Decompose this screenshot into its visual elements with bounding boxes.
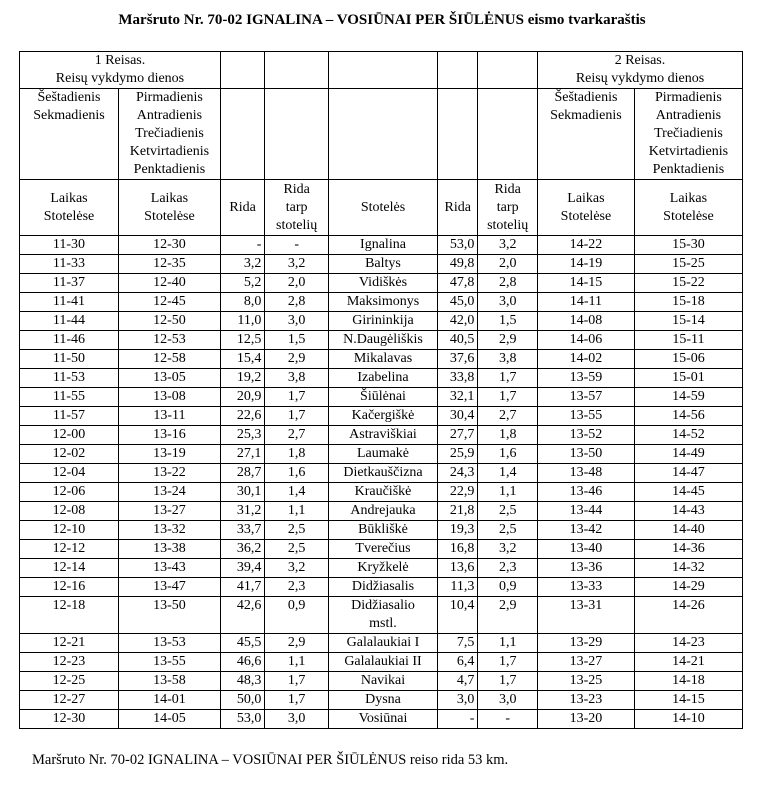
stop-name: Maksimonys — [328, 293, 437, 312]
trip2-weekday-time: 15-25 — [634, 255, 742, 274]
trip1-weekend-time: 11-44 — [20, 312, 119, 331]
table-row — [20, 407, 743, 426]
distance-cell: 33,8 — [438, 369, 478, 388]
trip2-weekday-time: 15-30 — [634, 236, 742, 255]
trip1-weekend-time: 11-33 — [20, 255, 119, 274]
empty-cell — [328, 89, 437, 180]
distance-cell: 25,9 — [438, 445, 478, 464]
table-row — [20, 634, 743, 653]
distance-cell: - — [220, 236, 264, 255]
distance-cell: 4,7 — [438, 672, 478, 691]
distance-cell: - — [438, 710, 478, 729]
distance-between-cell: 3,8 — [265, 369, 329, 388]
trip2-weekday-time: 15-06 — [634, 350, 742, 369]
empty-cell — [438, 52, 478, 89]
trip1-weekend-time: 12-21 — [20, 634, 119, 653]
trip1-weekend-time: 12-25 — [20, 672, 119, 691]
trip1-weekday-time: 12-35 — [118, 255, 220, 274]
trip1-weekday-time: 13-58 — [118, 672, 220, 691]
table-row — [20, 483, 743, 502]
distance-cell: 32,1 — [438, 388, 478, 407]
trip1-weekday-time: 13-55 — [118, 653, 220, 672]
table-row — [20, 653, 743, 672]
trip1-weekend-time: 11-50 — [20, 350, 119, 369]
trip2-weekday-time: 14-29 — [634, 578, 742, 597]
distance-between-cell: 1,6 — [265, 464, 329, 483]
trip2-weekend-time: 14-19 — [537, 255, 634, 274]
trip2-weekend-time: 13-25 — [537, 672, 634, 691]
table-row — [20, 312, 743, 331]
distance-cell: 13,6 — [438, 559, 478, 578]
distance-cell: 21,8 — [438, 502, 478, 521]
distance-between-cell: 2,9 — [265, 350, 329, 369]
stop-name: Andrejauka — [328, 502, 437, 521]
trip1-weekday-time: 13-50 — [118, 597, 220, 634]
distance-between-cell: 1,7 — [478, 672, 538, 691]
stop-name: Laumakė — [328, 445, 437, 464]
col-header-distance-between: Rida tarp stotelių — [265, 180, 329, 236]
stop-name: Ignalina — [328, 236, 437, 255]
distance-between-cell: 3,2 — [478, 236, 538, 255]
trip1-weekday-time: 12-53 — [118, 331, 220, 350]
trip1-weekday-time: 12-50 — [118, 312, 220, 331]
distance-between-cell: 2,8 — [478, 274, 538, 293]
table-row — [20, 464, 743, 483]
trip1-weekday-time: 13-38 — [118, 540, 220, 559]
distance-between-cell: - — [478, 710, 538, 729]
trip2-weekend-time: 13-59 — [537, 369, 634, 388]
distance-between-cell: 2,3 — [265, 578, 329, 597]
empty-cell — [328, 52, 437, 89]
distance-cell: 40,5 — [438, 331, 478, 350]
distance-cell: 41,7 — [220, 578, 264, 597]
trip1-weekend-time: 12-27 — [20, 691, 119, 710]
empty-cell — [478, 52, 538, 89]
empty-cell — [265, 89, 329, 180]
trip2-weekday-time: 14-47 — [634, 464, 742, 483]
col-header-time: Laikas Stotelėse — [537, 180, 634, 236]
distance-cell: 22,9 — [438, 483, 478, 502]
distance-cell: 30,4 — [438, 407, 478, 426]
stop-name: Dietkauščizna — [328, 464, 437, 483]
trip1-weekday-time: 14-01 — [118, 691, 220, 710]
trip1-weekend-time: 12-02 — [20, 445, 119, 464]
trip1-weekend-time: 12-06 — [20, 483, 119, 502]
trip2-weekday-time: 14-40 — [634, 521, 742, 540]
trip2-weekday-time: 14-36 — [634, 540, 742, 559]
trip2-weekday-time: 15-01 — [634, 369, 742, 388]
trip1-weekend-time: 12-00 — [20, 426, 119, 445]
trip2-weekday-time: 14-23 — [634, 634, 742, 653]
table-row — [20, 540, 743, 559]
table-row — [20, 274, 743, 293]
table-row — [20, 710, 743, 729]
distance-between-cell: 2,7 — [265, 426, 329, 445]
trip2-weekend-time: 14-15 — [537, 274, 634, 293]
trip2-weekend-time: 13-55 — [537, 407, 634, 426]
trip2-weekday-time: 15-22 — [634, 274, 742, 293]
distance-cell: 53,0 — [438, 236, 478, 255]
empty-cell — [265, 52, 329, 89]
distance-between-cell: 1,4 — [478, 464, 538, 483]
trip1-weekend-time: 11-46 — [20, 331, 119, 350]
distance-between-cell: 2,5 — [478, 502, 538, 521]
stop-name: Dysna — [328, 691, 437, 710]
trip2-weekday-time: 14-10 — [634, 710, 742, 729]
distance-cell: 42,0 — [438, 312, 478, 331]
stop-name: Didžiasalis — [328, 578, 437, 597]
trip1-weekend-days: Šeštadienis Sekmadienis — [20, 89, 119, 180]
trip2-weekend-time: 13-52 — [537, 426, 634, 445]
distance-cell: 8,0 — [220, 293, 264, 312]
trip2-weekend-time: 13-36 — [537, 559, 634, 578]
stop-name: Vidiškės — [328, 274, 437, 293]
distance-cell: 27,1 — [220, 445, 264, 464]
trip2-weekday-time: 14-52 — [634, 426, 742, 445]
trip2-weekend-time: 14-11 — [537, 293, 634, 312]
trip2-weekend-time: 13-48 — [537, 464, 634, 483]
col-header-distance: Rida — [438, 180, 478, 236]
trip1-weekend-time: 12-23 — [20, 653, 119, 672]
page-title: Maršruto Nr. 70-02 IGNALINA – VOSIŪNAI PER ŠIŪLĖNUS eismo tvarkaraštis — [118, 12, 646, 28]
distance-cell: 22,6 — [220, 407, 264, 426]
distance-cell: 36,2 — [220, 540, 264, 559]
trip1-weekend-time: 11-41 — [20, 293, 119, 312]
table-row — [20, 369, 743, 388]
header-days-row — [20, 89, 743, 180]
col-header-time: Laikas Stotelėse — [118, 180, 220, 236]
trip2-weekend-time: 14-08 — [537, 312, 634, 331]
trip1-weekend-time: 11-55 — [20, 388, 119, 407]
distance-between-cell: 1,6 — [478, 445, 538, 464]
distance-between-cell: 3,2 — [265, 559, 329, 578]
table-row — [20, 255, 743, 274]
stop-name: Kryžkelė — [328, 559, 437, 578]
trip2-weekday-time: 15-14 — [634, 312, 742, 331]
trip1-weekday-time: 13-16 — [118, 426, 220, 445]
table-row — [20, 426, 743, 445]
table-row — [20, 388, 743, 407]
distance-between-cell: 1,5 — [478, 312, 538, 331]
table-row — [20, 521, 743, 540]
trip1-weekday-time: 12-40 — [118, 274, 220, 293]
distance-between-cell: 2,8 — [265, 293, 329, 312]
trip1-weekend-time: 11-30 — [20, 236, 119, 255]
table-row — [20, 502, 743, 521]
trip1-weekday-time: 12-30 — [118, 236, 220, 255]
distance-cell: 15,4 — [220, 350, 264, 369]
stop-name: Astraviškiai — [328, 426, 437, 445]
trip1-weekday-time: 13-32 — [118, 521, 220, 540]
distance-cell: 28,7 — [220, 464, 264, 483]
distance-cell: 53,0 — [220, 710, 264, 729]
distance-between-cell: 2,0 — [265, 274, 329, 293]
trip1-weekend-time: 11-53 — [20, 369, 119, 388]
trip1-weekday-time: 12-58 — [118, 350, 220, 369]
stop-name: Girininkija — [328, 312, 437, 331]
trip2-weekend-days: Šeštadienis Sekmadienis — [537, 89, 634, 180]
trip2-weekend-time: 13-23 — [537, 691, 634, 710]
trip2-weekday-time: 14-32 — [634, 559, 742, 578]
distance-between-cell: 1,1 — [265, 502, 329, 521]
trip1-weekend-time: 12-16 — [20, 578, 119, 597]
distance-between-cell: 0,9 — [478, 578, 538, 597]
distance-cell: 31,2 — [220, 502, 264, 521]
stop-name: Šiūlėnai — [328, 388, 437, 407]
stop-name: Didžiasalio mstl. — [328, 597, 437, 634]
trip2-weekend-time: 13-50 — [537, 445, 634, 464]
table-row — [20, 578, 743, 597]
trip1-weekday-time: 13-24 — [118, 483, 220, 502]
col-header-distance: Rida — [220, 180, 264, 236]
distance-between-cell: 1,1 — [478, 634, 538, 653]
distance-between-cell: 1,7 — [478, 369, 538, 388]
distance-cell: 5,2 — [220, 274, 264, 293]
trip2-weekend-time: 14-02 — [537, 350, 634, 369]
table-row — [20, 236, 743, 255]
trip2-weekend-time: 13-20 — [537, 710, 634, 729]
empty-cell — [438, 89, 478, 180]
trip2-weekday-time: 14-15 — [634, 691, 742, 710]
distance-between-cell: 3,0 — [265, 312, 329, 331]
trip1-weekday-time: 13-08 — [118, 388, 220, 407]
distance-cell: 45,5 — [220, 634, 264, 653]
table-row — [20, 691, 743, 710]
distance-between-cell: 1,7 — [265, 672, 329, 691]
table-row — [20, 445, 743, 464]
trip2-weekday-time: 14-59 — [634, 388, 742, 407]
trip1-weekend-time: 12-10 — [20, 521, 119, 540]
empty-cell — [220, 89, 264, 180]
distance-between-cell: 3,2 — [265, 255, 329, 274]
distance-cell: 49,8 — [438, 255, 478, 274]
distance-between-cell: 1,7 — [478, 388, 538, 407]
distance-cell: 7,5 — [438, 634, 478, 653]
distance-cell: 3,0 — [438, 691, 478, 710]
distance-between-cell: 1,8 — [478, 426, 538, 445]
distance-cell: 37,6 — [438, 350, 478, 369]
distance-between-cell: 2,3 — [478, 559, 538, 578]
distance-cell: 27,7 — [438, 426, 478, 445]
trip2-weekend-time: 13-46 — [537, 483, 634, 502]
trip2-weekday-time: 14-26 — [634, 597, 742, 634]
table-row — [20, 350, 743, 369]
stop-name: Baltys — [328, 255, 437, 274]
stop-name: Tverečius — [328, 540, 437, 559]
distance-cell: 47,8 — [438, 274, 478, 293]
distance-cell: 3,2 — [220, 255, 264, 274]
stop-name: Galalaukiai II — [328, 653, 437, 672]
trip2-weekend-time: 13-57 — [537, 388, 634, 407]
trip2-weekday-days: Pirmadienis Antradienis Trečiadienis Ketvirtadienis Penktadienis — [634, 89, 742, 180]
trip1-weekday-time: 13-19 — [118, 445, 220, 464]
trip2-weekday-time: 14-43 — [634, 502, 742, 521]
distance-between-cell: 1,7 — [265, 388, 329, 407]
trip1-weekday-time: 13-05 — [118, 369, 220, 388]
empty-cell — [478, 89, 538, 180]
distance-cell: 24,3 — [438, 464, 478, 483]
distance-between-cell: - — [265, 236, 329, 255]
stop-name: Vosiūnai — [328, 710, 437, 729]
trip2-weekend-time: 13-31 — [537, 597, 634, 634]
col-header-distance-between: Rida tarp stotelių — [478, 180, 538, 236]
route-distance-note: Maršruto Nr. 70-02 IGNALINA – VOSIŪNAI PER ŠIŪLĖNUS reiso rida 53 km. — [32, 752, 509, 768]
distance-cell: 11,0 — [220, 312, 264, 331]
header-trip-row — [20, 52, 743, 89]
trip1-weekday-time: 12-45 — [118, 293, 220, 312]
stop-name: N.Daugėliškis — [328, 331, 437, 350]
distance-between-cell: 1,1 — [478, 483, 538, 502]
trip1-weekday-time: 13-47 — [118, 578, 220, 597]
trip2-weekday-time: 14-21 — [634, 653, 742, 672]
table-row — [20, 597, 743, 634]
trip2-weekday-time: 14-49 — [634, 445, 742, 464]
distance-between-cell: 2,0 — [478, 255, 538, 274]
distance-cell: 10,4 — [438, 597, 478, 634]
trip2-weekday-time: 14-45 — [634, 483, 742, 502]
distance-between-cell: 1,4 — [265, 483, 329, 502]
distance-between-cell: 2,5 — [265, 540, 329, 559]
col-header-time: Laikas Stotelėse — [634, 180, 742, 236]
distance-cell: 45,0 — [438, 293, 478, 312]
distance-between-cell: 3,0 — [478, 293, 538, 312]
distance-between-cell: 3,0 — [265, 710, 329, 729]
distance-cell: 20,9 — [220, 388, 264, 407]
trip1-weekend-time: 12-12 — [20, 540, 119, 559]
distance-cell: 16,8 — [438, 540, 478, 559]
distance-between-cell: 1,7 — [478, 653, 538, 672]
trip2-weekend-time: 13-29 — [537, 634, 634, 653]
distance-cell: 48,3 — [220, 672, 264, 691]
trip1-weekday-time: 14-05 — [118, 710, 220, 729]
trip2-weekend-time: 13-40 — [537, 540, 634, 559]
distance-between-cell: 2,5 — [265, 521, 329, 540]
trip2-weekend-time: 13-27 — [537, 653, 634, 672]
distance-between-cell: 2,9 — [478, 597, 538, 634]
trip1-weekend-time: 11-57 — [20, 407, 119, 426]
trip1-weekday-time: 13-43 — [118, 559, 220, 578]
trip1-weekday-time: 13-53 — [118, 634, 220, 653]
stop-name: Būkliškė — [328, 521, 437, 540]
trip2-weekend-time: 13-44 — [537, 502, 634, 521]
distance-cell: 19,2 — [220, 369, 264, 388]
distance-cell: 39,4 — [220, 559, 264, 578]
distance-between-cell: 1,1 — [265, 653, 329, 672]
distance-between-cell: 1,7 — [265, 407, 329, 426]
table-row — [20, 293, 743, 312]
trip2-weekend-time: 14-06 — [537, 331, 634, 350]
schedule-table — [19, 51, 743, 729]
stop-name: Izabelina — [328, 369, 437, 388]
trip2-weekday-time: 14-56 — [634, 407, 742, 426]
stop-name: Kraučiškė — [328, 483, 437, 502]
distance-between-cell: 1,5 — [265, 331, 329, 350]
distance-between-cell: 3,8 — [478, 350, 538, 369]
col-header-time: Laikas Stotelėse — [20, 180, 119, 236]
distance-cell: 12,5 — [220, 331, 264, 350]
table-row — [20, 559, 743, 578]
distance-between-cell: 3,0 — [478, 691, 538, 710]
distance-cell: 19,3 — [438, 521, 478, 540]
trip1-header: 1 Reisas. Reisų vykdymo dienos — [20, 52, 221, 89]
trip1-weekday-time: 13-22 — [118, 464, 220, 483]
trip1-weekend-time: 12-18 — [20, 597, 119, 634]
distance-cell: 46,6 — [220, 653, 264, 672]
empty-cell — [220, 52, 264, 89]
distance-between-cell: 1,7 — [265, 691, 329, 710]
distance-between-cell: 1,8 — [265, 445, 329, 464]
trip1-weekday-days: Pirmadienis Antradienis Trečiadienis Ketvirtadienis Penktadienis — [118, 89, 220, 180]
stop-name: Kačergiškė — [328, 407, 437, 426]
trip1-weekend-time: 11-37 — [20, 274, 119, 293]
table-row — [20, 331, 743, 350]
table-row — [20, 672, 743, 691]
trip1-weekend-time: 12-14 — [20, 559, 119, 578]
trip1-weekend-time: 12-08 — [20, 502, 119, 521]
trip2-weekday-time: 14-18 — [634, 672, 742, 691]
stop-name: Galalaukiai I — [328, 634, 437, 653]
distance-cell: 33,7 — [220, 521, 264, 540]
trip2-weekend-time: 13-42 — [537, 521, 634, 540]
trip2-weekday-time: 15-18 — [634, 293, 742, 312]
distance-between-cell: 2,7 — [478, 407, 538, 426]
distance-cell: 11,3 — [438, 578, 478, 597]
distance-cell: 42,6 — [220, 597, 264, 634]
distance-cell: 6,4 — [438, 653, 478, 672]
trip1-weekday-time: 13-27 — [118, 502, 220, 521]
col-header-stops: Stotelės — [328, 180, 437, 236]
trip1-weekend-time: 12-30 — [20, 710, 119, 729]
distance-between-cell: 2,5 — [478, 521, 538, 540]
distance-between-cell: 0,9 — [265, 597, 329, 634]
distance-between-cell: 2,9 — [478, 331, 538, 350]
distance-cell: 25,3 — [220, 426, 264, 445]
trip2-weekend-time: 14-22 — [537, 236, 634, 255]
distance-cell: 30,1 — [220, 483, 264, 502]
trip2-weekday-time: 15-11 — [634, 331, 742, 350]
trip2-header: 2 Reisas. Reisų vykdymo dienos — [537, 52, 742, 89]
stop-name: Navikai — [328, 672, 437, 691]
header-labels-row — [20, 180, 743, 236]
trip1-weekend-time: 12-04 — [20, 464, 119, 483]
trip2-weekend-time: 13-33 — [537, 578, 634, 597]
distance-cell: 50,0 — [220, 691, 264, 710]
trip1-weekday-time: 13-11 — [118, 407, 220, 426]
stop-name: Mikalavas — [328, 350, 437, 369]
distance-between-cell: 3,2 — [478, 540, 538, 559]
distance-between-cell: 2,9 — [265, 634, 329, 653]
